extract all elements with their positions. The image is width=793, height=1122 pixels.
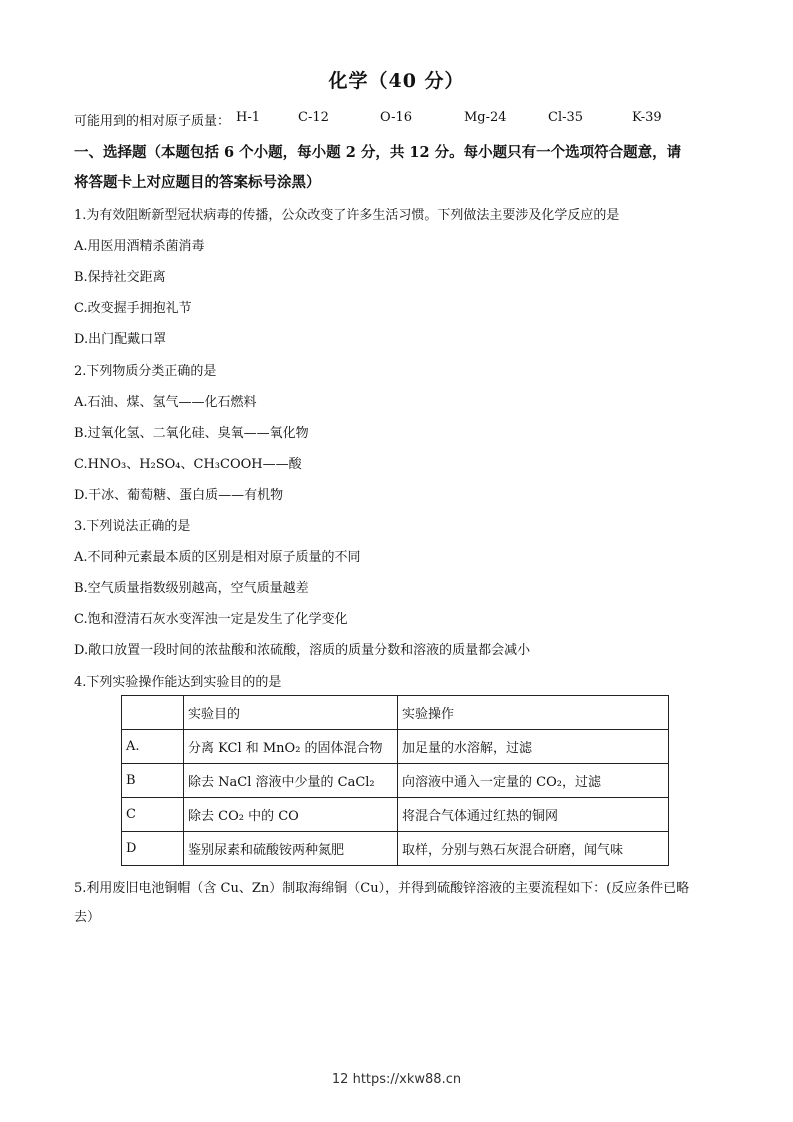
table-cell: 加足量的水溶解，过滤 [398, 730, 669, 764]
question-option: B.空气质量指数级别越高，空气质量越差 [74, 581, 309, 596]
atomic-mass-item: Cl-35 [548, 110, 584, 125]
question-stem: 5.利用废旧电池铜帽（含 Cu、Zn）制取海绵铜（Cu），并得到硫酸锌溶液的主要流程如下：(反应条件已略 [74, 881, 690, 896]
question-option: C.饱和澄清石灰水变浑浊一定是发生了化学变化 [74, 612, 348, 627]
atomic-mass-item: H-1 [236, 110, 261, 125]
table-header-cell: 实验操作 [398, 696, 669, 730]
table-row [122, 730, 669, 764]
question-option: D.出门配戴口罩 [74, 332, 167, 347]
page-footer: 12 https://xkw88.cn [331, 1072, 462, 1087]
section-heading-line2: 将答题卡上对应题目的答案标号涂黑） [74, 174, 321, 191]
atomic-mass-item: Mg-24 [464, 110, 507, 125]
question-option: C.改变握手拥抱礼节 [74, 301, 192, 316]
question-stem: 4.下列实验操作能达到实验目的的是 [74, 675, 282, 690]
question-stem: 1.为有效阻断新型冠状病毒的传播，公众改变了许多生活习惯。下列做法主要涉及化学反应的是 [74, 208, 620, 223]
page-title: 化学（40 分） [328, 70, 465, 92]
atomic-mass-item: C-12 [298, 110, 329, 125]
table-cell: 取样，分别与熟石灰混合研磨，闻气味 [398, 832, 669, 866]
table-cell: 除去 NaCl 溶液中少量的 CaCl₂ [184, 764, 398, 798]
question-option: A.石油、煤、氢气——化石燃料 [74, 395, 257, 410]
table-header-cell: 实验目的 [184, 696, 398, 730]
table-row [122, 764, 669, 798]
question-stem: 2.下列物质分类正确的是 [74, 364, 217, 379]
question-option: A.不同种元素最本质的区别是相对原子质量的不同 [74, 550, 361, 565]
question-option: B.保持社交距离 [74, 270, 166, 285]
question-stem: 3.下列说法正确的是 [74, 519, 191, 534]
experiment-table [121, 695, 669, 866]
table-cell: 鉴别尿素和硫酸铵两种氮肥 [184, 832, 398, 866]
question-option: D.敞口放置一段时间的浓盐酸和浓硫酸，溶质的质量分数和溶液的质量都会减小 [74, 643, 531, 658]
table-header-row [122, 696, 669, 730]
table-cell: 向溶液中通入一定量的 CO₂，过滤 [398, 764, 669, 798]
atomic-mass-item: O-16 [380, 110, 413, 125]
atomic-masses-label: 可能用到的相对原子质量： [74, 114, 231, 129]
question-option: A.用医用酒精杀菌消毒 [74, 239, 205, 254]
table-cell: C [122, 798, 184, 832]
table-cell: A. [122, 730, 184, 764]
table-cell: 将混合气体通过红热的铜网 [398, 798, 669, 832]
atomic-mass-item: K-39 [632, 110, 662, 125]
question-stem-continuation: 去） [74, 910, 101, 925]
question-option: C.HNO₃、H₂SO₄、CH₃COOH——酸 [74, 457, 302, 472]
table-cell: 分离 KCl 和 MnO₂ 的固体混合物 [184, 730, 398, 764]
table-row [122, 832, 669, 866]
section-heading-line1: 一、选择题（本题包括 6 个小题，每小题 2 分，共 12 分。每小题只有一个选项符合题意，请 [74, 144, 682, 161]
table-cell: D [122, 832, 184, 866]
atomic-masses-line [74, 110, 754, 128]
table-cell: B [122, 764, 184, 798]
table-header-cell [122, 696, 184, 730]
question-option: B.过氧化氢、二氧化硅、臭氧——氧化物 [74, 426, 309, 441]
table-row [122, 798, 669, 832]
table-cell: 除去 CO₂ 中的 CO [184, 798, 398, 832]
question-option: D.干冰、葡萄糖、蛋白质——有机物 [74, 488, 284, 503]
